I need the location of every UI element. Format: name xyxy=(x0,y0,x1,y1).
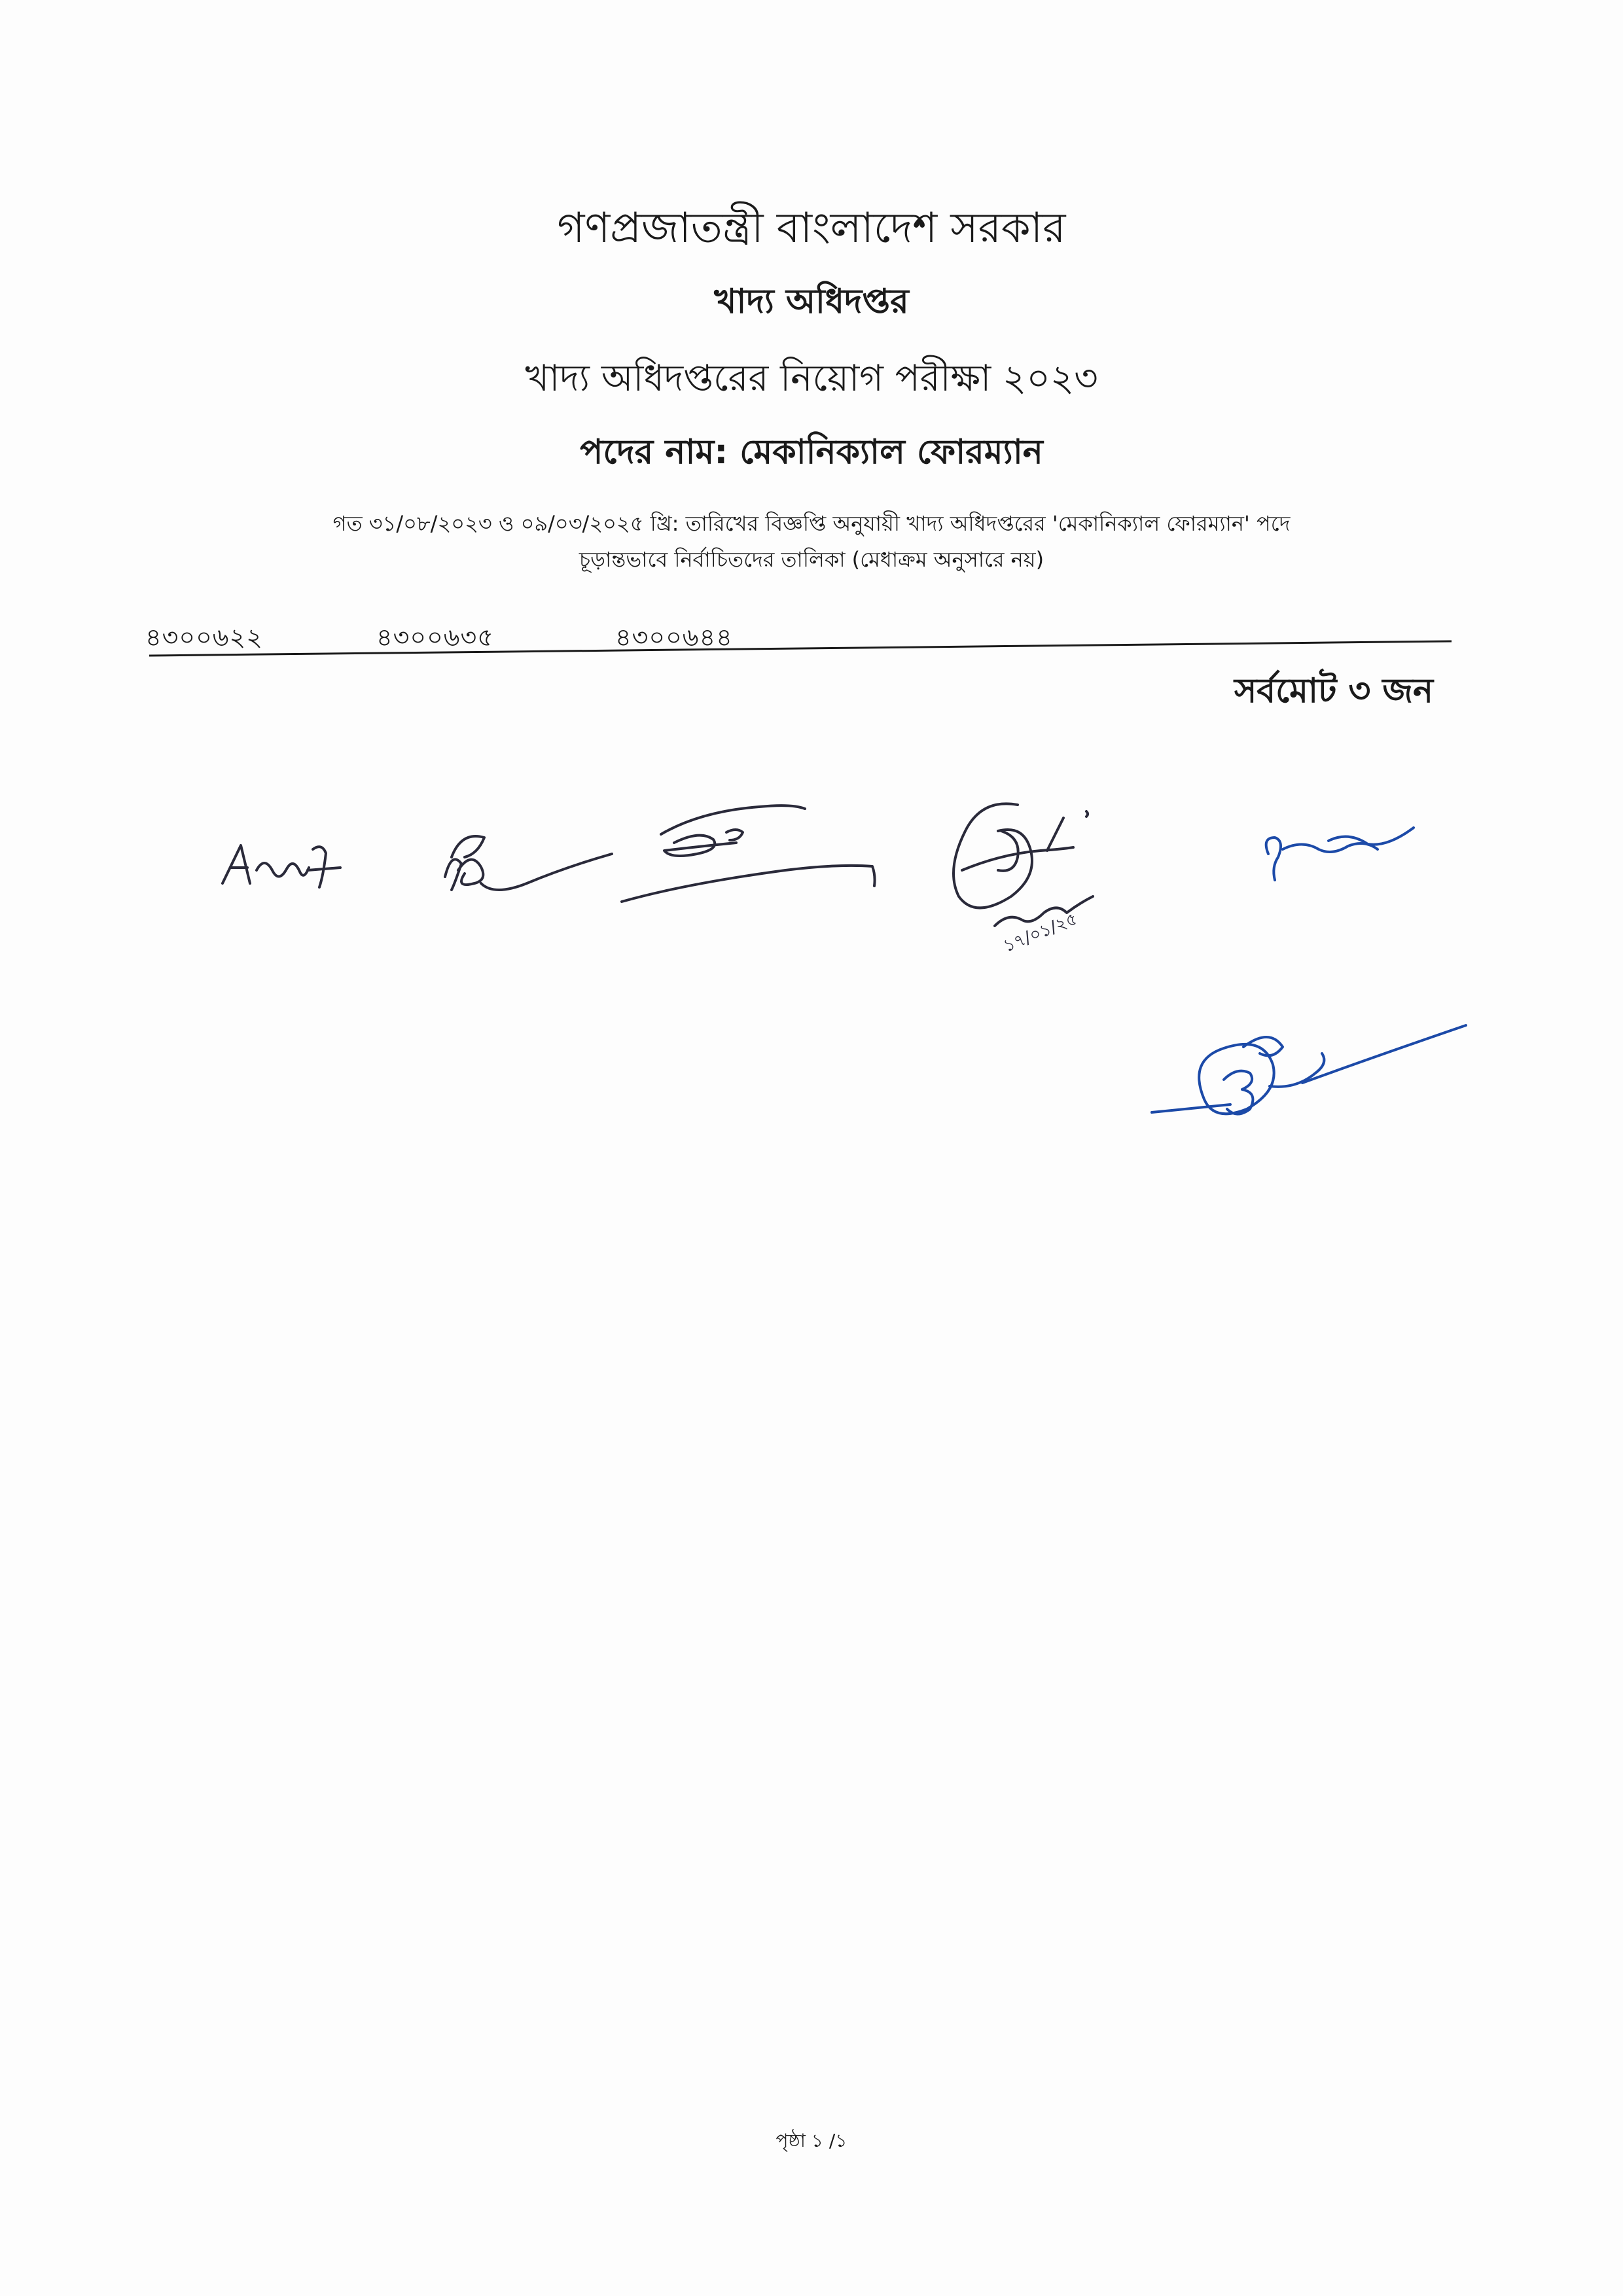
page-number: পৃষ্ঠা ১ /১ xyxy=(776,2130,847,2151)
post-title: পদের নাম: মেকানিক্যাল ফোরম্যান xyxy=(580,433,1043,472)
roll-number: ৪৩০০৬২২ xyxy=(145,623,263,652)
signature-4-note: ১৭/০১/২৫ xyxy=(1001,909,1080,957)
signature-2 xyxy=(445,836,612,890)
signature-4 xyxy=(954,804,1093,956)
total-count: সর্বমোট ৩ জন xyxy=(1234,671,1433,711)
signature-5 xyxy=(1266,828,1414,880)
signature-6 xyxy=(1152,1025,1466,1114)
roll-number: ৪৩০০৬৪৪ xyxy=(615,623,733,652)
government-title: গণপ্রজাতন্ত্রী বাংলাদেশ সরকার xyxy=(557,204,1066,253)
roll-number: ৪৩০০৬৩৫ xyxy=(376,623,494,652)
signature-block xyxy=(0,772,1623,1165)
notice-line-2: চূড়ান্তভাবে নির্বাচিতদের তালিকা (মেধাক্রম অনুসারে নয়) xyxy=(579,547,1044,572)
signature-1 xyxy=(223,845,340,887)
table-rule xyxy=(149,640,1452,658)
exam-title: খাদ্য অধিদপ্তরের নিয়োগ পরীক্ষা ২০২৩ xyxy=(525,357,1098,400)
signature-3 xyxy=(622,805,875,902)
notice-line-1: গত ৩১/০৮/২০২৩ ও ০৯/০৩/২০২৫ খ্রি: তারিখের বিজ্ঞপ্তি অনুযায়ী খাদ্য অধিদপ্তরের 'মেকানিক্যাল ফোরম্যান' পদে xyxy=(332,511,1291,536)
department-title: খাদ্য অধিদপ্তর xyxy=(714,282,909,321)
